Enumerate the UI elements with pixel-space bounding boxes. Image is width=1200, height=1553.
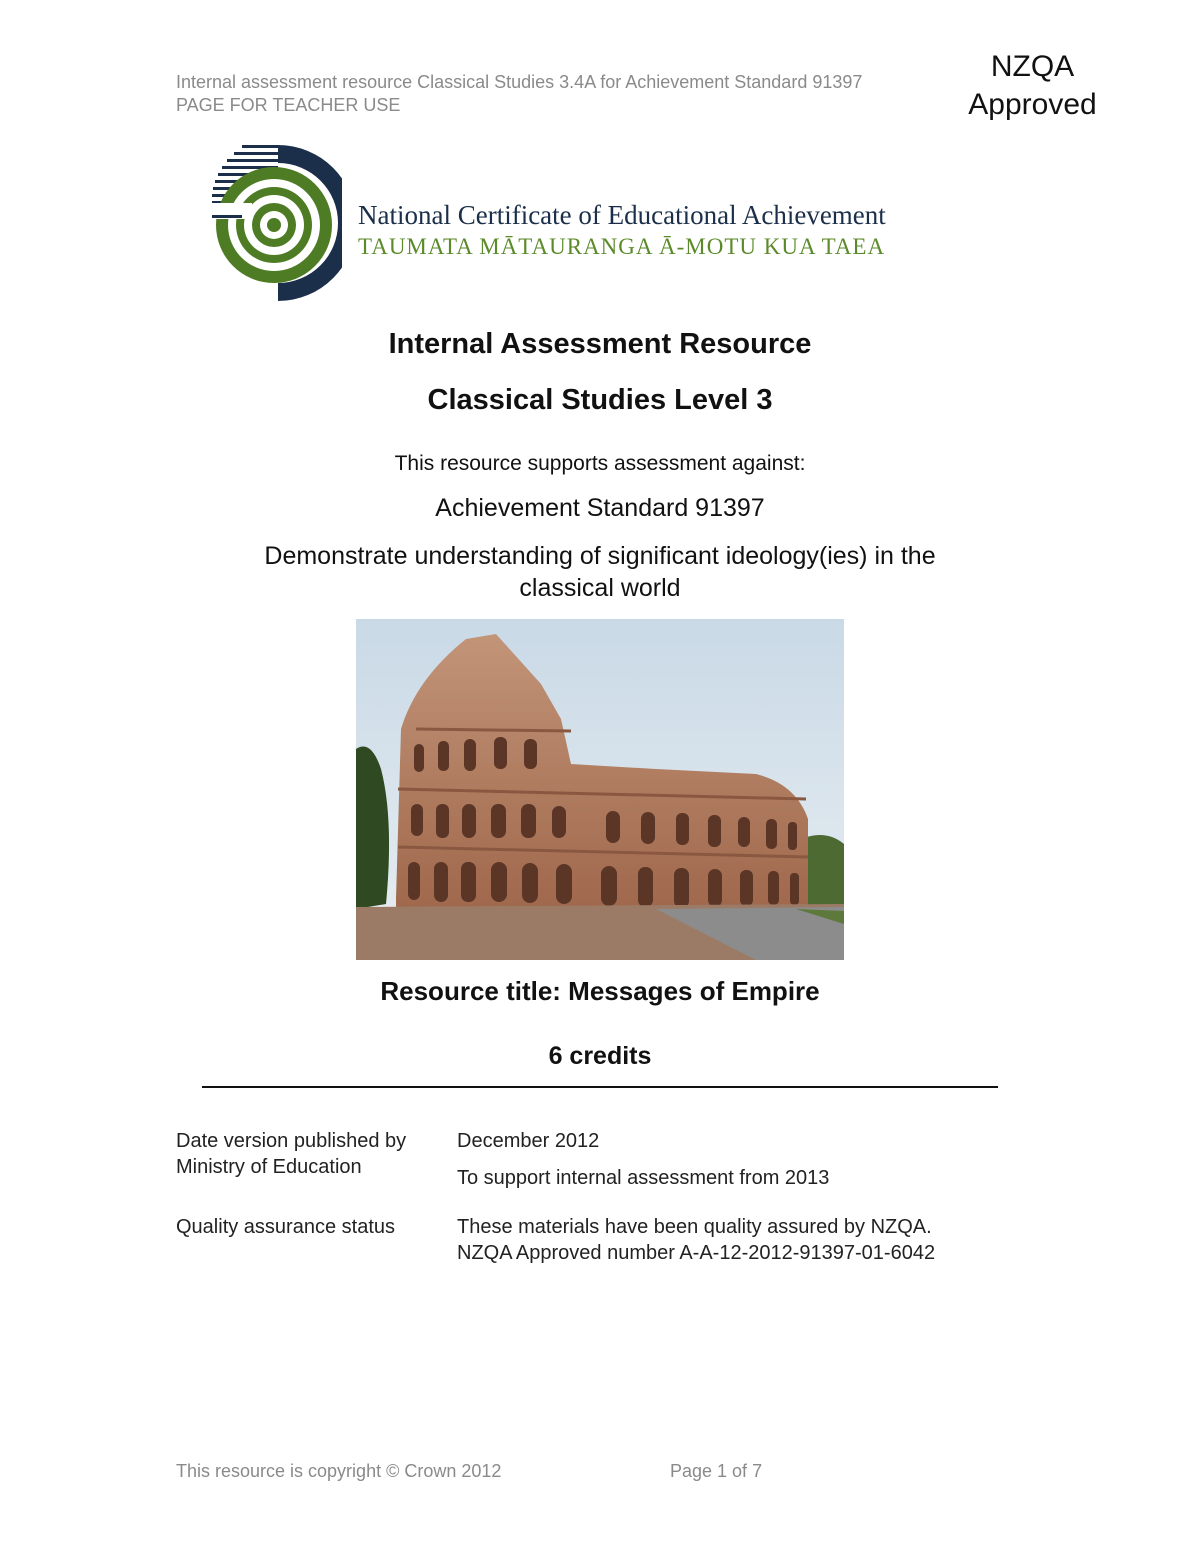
document-title: Internal Assessment Resource [388,328,812,360]
nzqa-approved-badge [950,48,1115,124]
divider [202,1086,998,1088]
resource-title: Resource title: Messages of Empire [380,976,820,1006]
date-value: December 2012 [457,1130,600,1152]
nzqa-badge-line1: NZQA [990,50,1075,83]
header-resource-line: Internal assessment resource Classical Studies 3.4A for Achievement Standard 91397 [176,72,863,92]
credits: 6 credits [548,1042,652,1070]
qa-value-line1: These materials have been quality assured by NZQA. [457,1216,932,1238]
date-label-line2: Ministry of Education [176,1156,362,1178]
qa-value-line2: NZQA Approved number A-A-12-2012-91397-01-6042 [457,1242,936,1264]
ncea-logo-maori-name: TAUMATA MĀTAURANGA Ā-MOTU KUA TAEA [358,234,886,259]
nzqa-badge-line2: Approved [968,88,1097,121]
standard-description [0,540,1200,604]
standard-description-line2: classical world [519,574,681,602]
ncea-logo-name: National Certificate of Educational Achievement [358,200,886,230]
footer-page-number: Page 1 of 7 [670,1461,763,1481]
date-label-line1: Date version published by [176,1130,407,1152]
header-teacher-use: PAGE FOR TEACHER USE [176,95,401,115]
qa-label: Quality assurance status [176,1216,395,1238]
footer-copyright: This resource is copyright © Crown 2012 [176,1461,502,1481]
standard-description-line1: Demonstrate understanding of significant ideology(ies) in the [264,542,936,570]
document-subtitle: Classical Studies Level 3 [427,384,773,416]
supports-text: This resource supports assessment against: [394,452,806,475]
date-label [176,1128,406,1180]
qa-value [457,1214,935,1266]
support-value: To support internal assessment from 2013 [457,1167,830,1189]
colosseum-photo [356,619,844,960]
achievement-standard: Achievement Standard 91397 [435,494,765,522]
ncea-spiral-icon [212,143,342,303]
